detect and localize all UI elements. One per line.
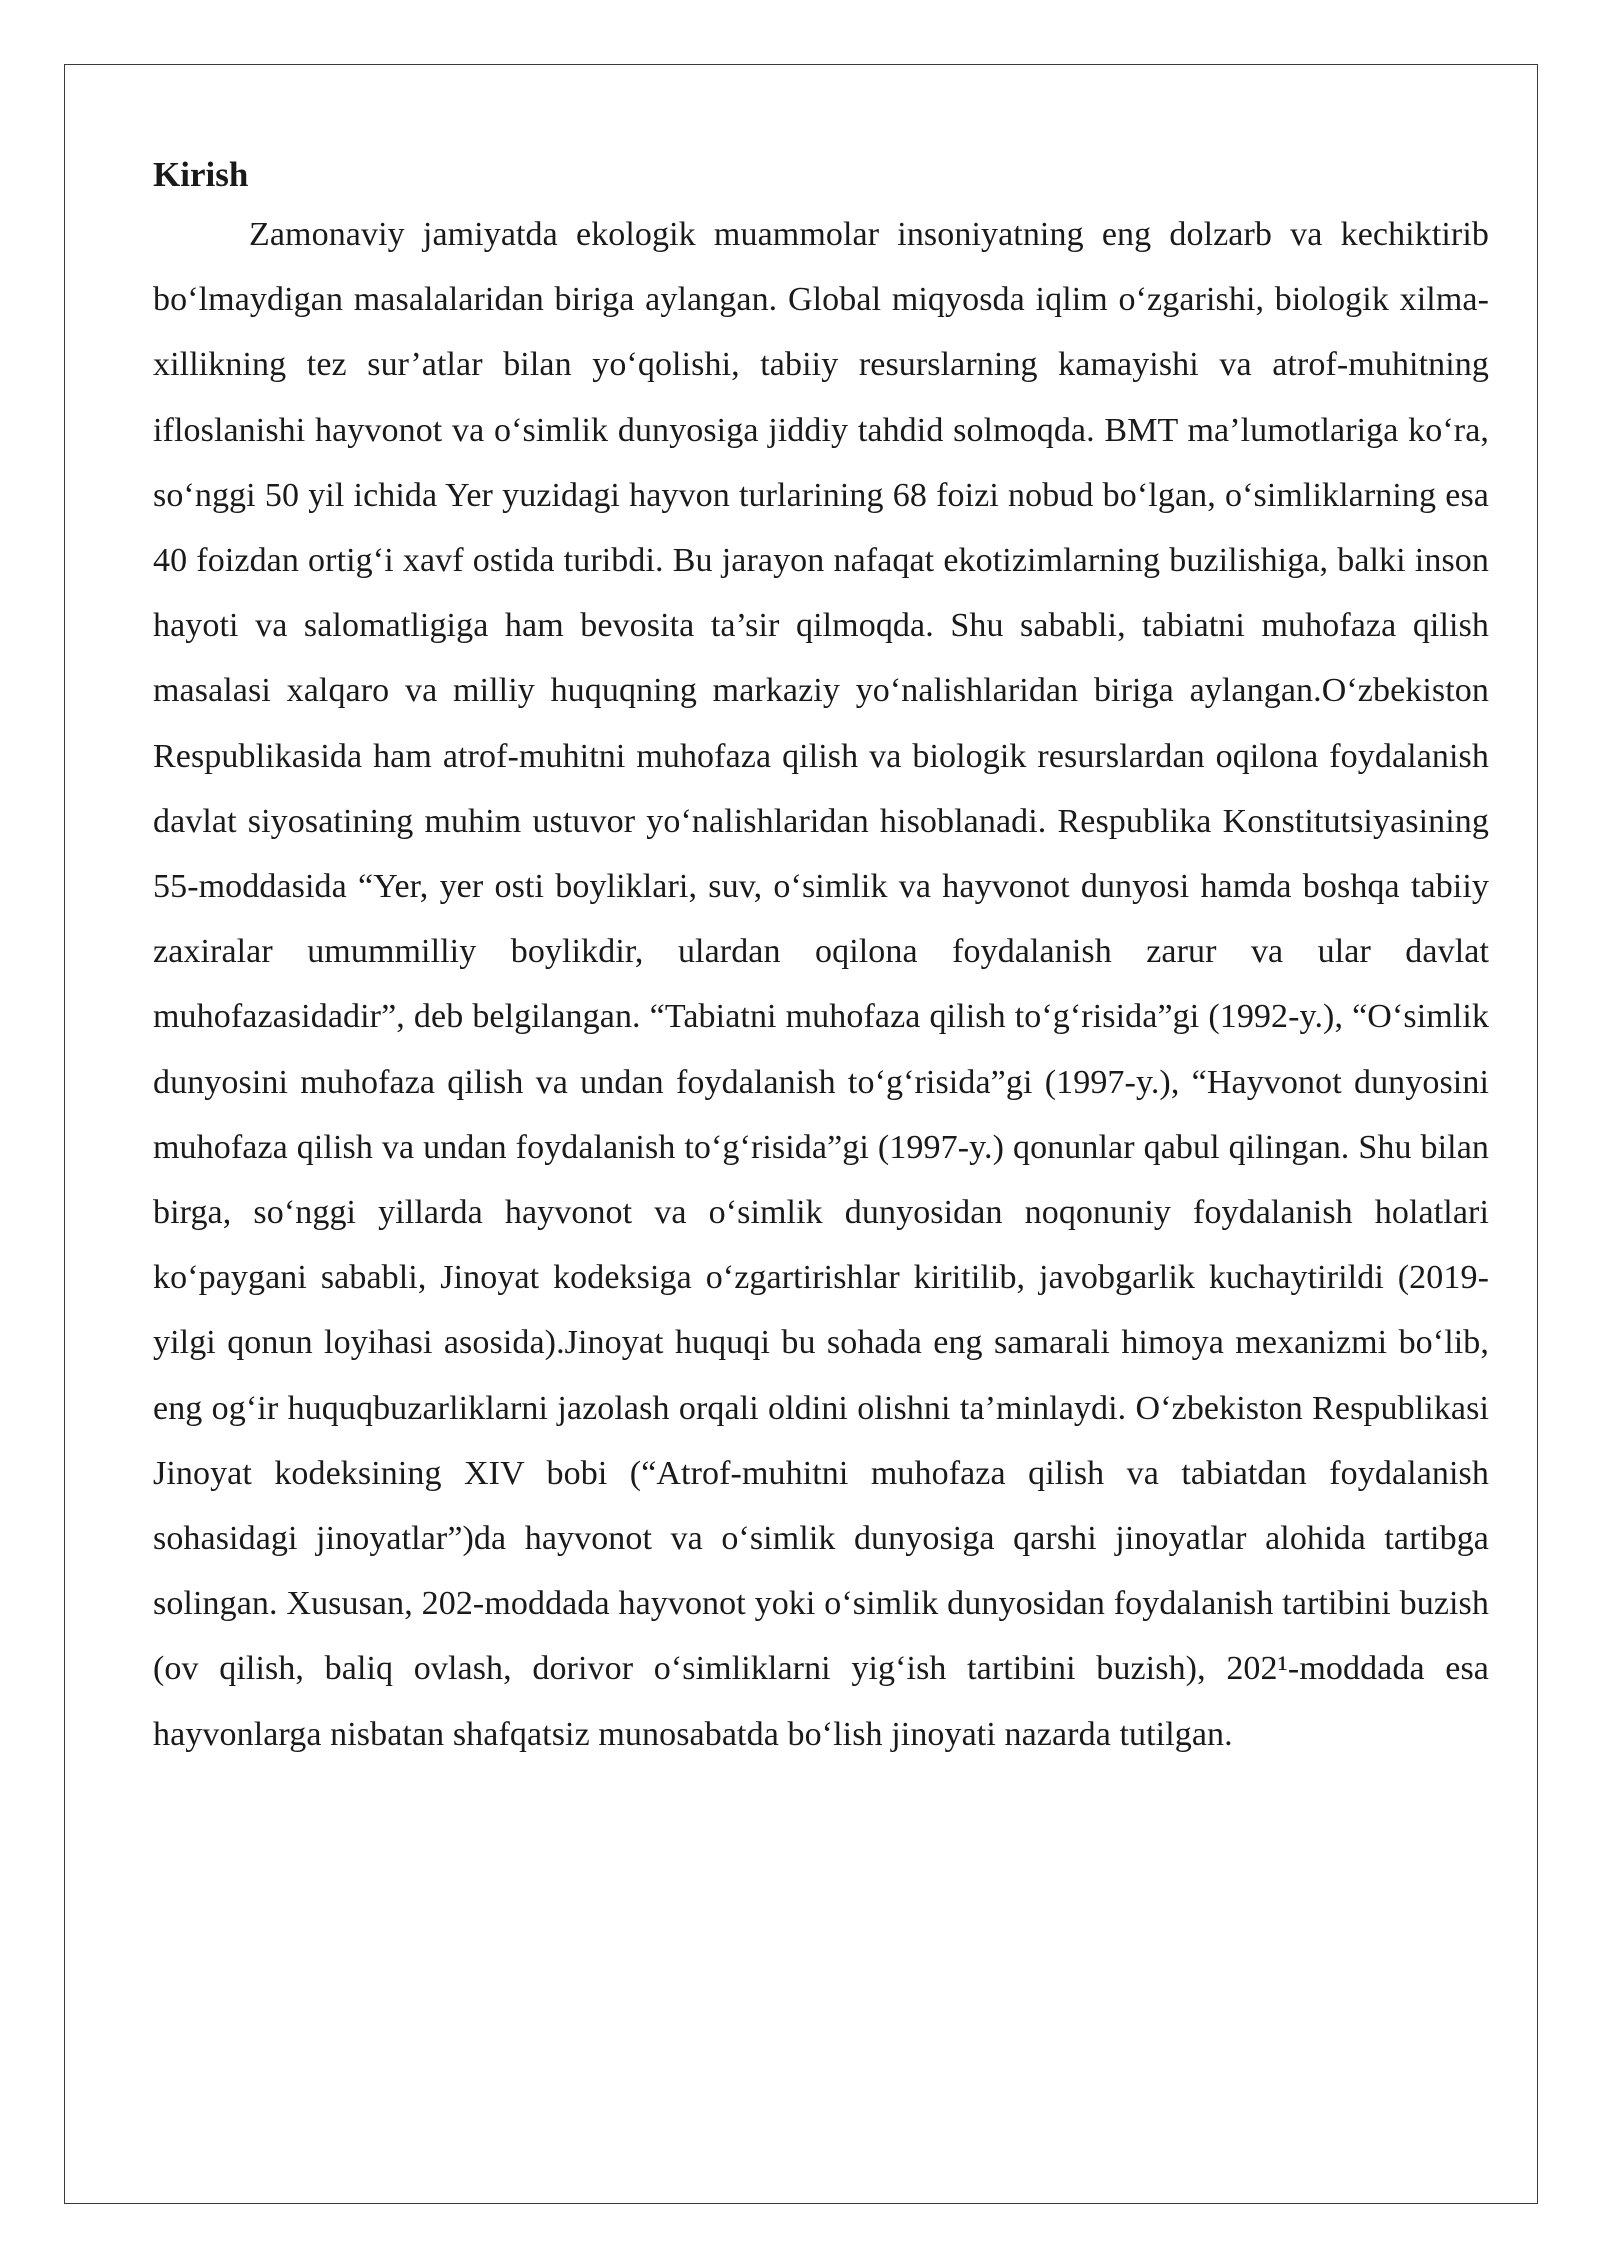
section-heading: Kirish xyxy=(153,155,249,194)
body-paragraph: Zamonaviy jamiyatda ekologik muammolar insoniyatning eng dolzarb va kechiktirib bo‘lmaydigan masalalaridan biriga aylangan. Global miqyosda iqlim o‘zgarishi, biologik xilma-xillikning tez sur’atlar bilan yo‘qolishi, tabiiy resurslarning kamayishi va atrof-muhitning ifloslanishi hayvonot va o‘simlik dunyosiga jiddiy tahdid solmoqda. BMT ma’lumotlariga ko‘ra, so‘nggi 50 yil ichida Yer yuzidagi hayvon turlarining 68 foizi nobud bo‘lgan, o‘simliklarning esa 40 foizdan ortig‘i xavf ostida turibdi. Bu jarayon nafaqat ekotizimlarning buzilishiga, balki inson hayoti va salomatligiga ham bevosita ta’sir qilmoqda. Shu sababli, tabiatni muhofaza qilish masalasi xalqaro va milliy huquqning markaziy yo‘nalishlaridan biriga aylangan.O‘zbekiston Respublikasida ham atrof-muhitni muhofaza qilish va biologik resurslardan oqilona foydalanish davlat siyosatining muhim ustuvor yo‘nalishlaridan hisoblanadi. Respublika Konstitutsiyasining 55-moddasida “Yer, yer osti boyliklari, suv, o‘simlik va hayvonot dunyosi hamda boshqa tabiiy zaxiralar umummilliy boylikdir, ulardan oqilona foydalanish zarur va ular davlat muhofazasidadir”, deb belgilangan. “Tabiatni muhofaza qilish to‘g‘risida”gi (1992-y.), “O‘simlik dunyosini muhofaza qilish va undan foydalanish to‘g‘risida”gi (1997-y.), “Hayvonot dunyosini muhofaza qilish va undan foydalanish to‘g‘risida”gi (1997-y.) qonunlar qabul qilingan. Shu bilan birga, so‘nggi yillarda hayvonot va o‘simlik dunyosidan noqonuniy foydalanish holatlari ko‘paygani sababli, Jinoyat kodeksiga o‘zgartirishlar kiritilib, javobgarlik kuchaytirildi (2019-yilgi qonun loyihasi asosida).Jinoyat huquqi bu sohada eng samarali himoya mexanizmi bo‘lib, eng og‘ir huquqbuzarliklarni jazolash orqali oldini olishni ta’minlaydi. O‘zbekiston Respublikasi Jinoyat kodeksining XIV bobi (“Atrof-muhitni muhofaza qilish va tabiatdan foydalanish sohasidagi jinoyatlar”)da hayvonot va o‘simlik dunyosiga qarshi jinoyatlar alohida tartibga solingan. Xususan, 202-moddada hayvonot yoki o‘simlik dunyosidan foydalanish tartibini buzish (ov qilish, baliq ovlash, dorivor o‘simliklarni yig‘ish tartibini buzish), 202¹-moddada esa hayvonlarga nisbatan shafqatsiz munosabatda bo‘lish jinoyati nazarda tutilgan. xyxy=(153,216,1489,1753)
document-content xyxy=(153,148,1489,1767)
